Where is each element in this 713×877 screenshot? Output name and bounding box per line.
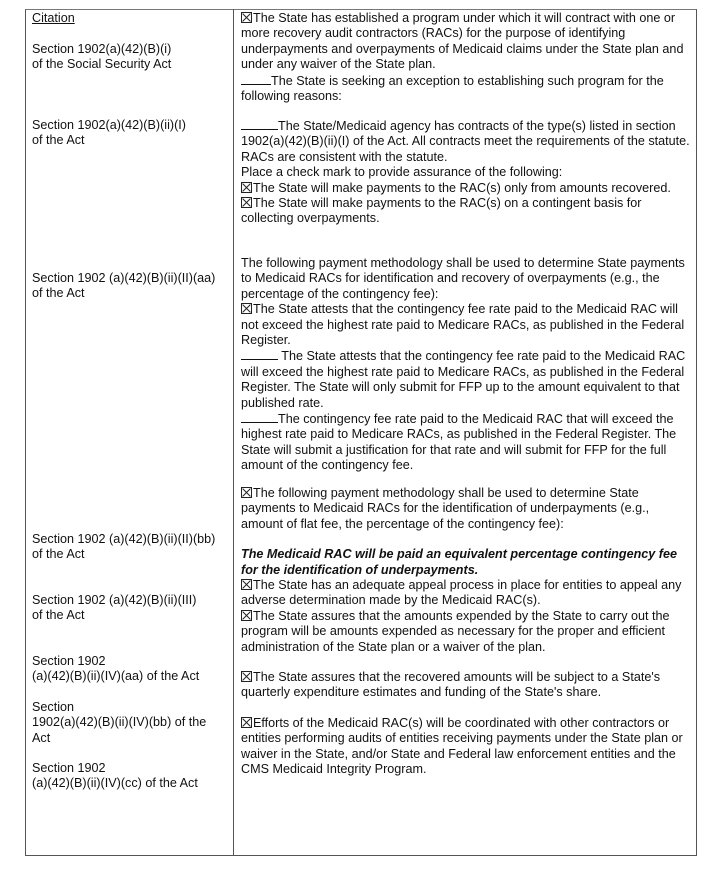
citation-1902-IV-bb	[32, 700, 232, 746]
citation-line: Section 1902 (a)(42)(B)(ii)(II)(bb)	[32, 532, 216, 546]
citation-line: Act	[32, 730, 51, 745]
blank-checkbox-line[interactable]	[241, 73, 271, 85]
provision-recovered-amounts: The State assures that the recovered amounts will be subject to a State's quarterly expenditure estimates and funding of the State's share.	[241, 670, 661, 700]
checked-checkbox-icon[interactable]	[241, 579, 252, 590]
citation-1902-IV-cc	[32, 761, 232, 792]
checked-checkbox-icon[interactable]	[241, 487, 252, 498]
checked-checkbox-icon[interactable]	[241, 717, 252, 728]
citation-line: of the Social Security Act	[32, 57, 172, 72]
citation-1902-III	[32, 593, 232, 624]
citation-line: of the Act	[32, 608, 85, 623]
citation-line: Section 1902 (a)(42)(B)(ii)(III)	[32, 593, 197, 607]
blank-checkbox-line[interactable]	[241, 411, 278, 423]
citation-1902-IV-aa	[32, 654, 232, 685]
citation-line: Section	[32, 700, 75, 714]
provision-coordination: Efforts of the Medicaid RAC(s) will be coordinated with other contractors or entities performing audits of entities receiving payments under the State plan or waiver in the State, and/or State and Federal law enforcement entities and the CMS Medicaid Integrity Program.	[241, 716, 683, 777]
citation-line: Section 1902	[32, 654, 106, 668]
citation-line: of the Act	[32, 286, 85, 301]
citation-line: Section 1902	[32, 761, 106, 775]
column-divider	[233, 9, 234, 856]
citation-line: of the Act	[32, 547, 85, 562]
provision-contracts: The State/Medicaid agency has contracts of the type(s) listed in section 1902(a)(42)(B)(ii)(I) of the Act. All contracts meet the requirements of the statute. RACs are consistent with the statute. Place a check mark to provide assurance of the following: The State will make payments to the RAC(s) only from amounts recovered. The State will make payments to the RAC(s) on a contingent basis for collecting overpayments.	[241, 118, 693, 227]
citation-header: Citation	[32, 11, 75, 25]
citation-line: Section 1902(a)(42)(B)(ii)(I)	[32, 118, 186, 132]
bold-italic-statement: The Medicaid RAC will be paid an equivalent percentage contingency fee for the identification of underpayments.	[241, 547, 677, 577]
instruction-text: Place a check mark to provide assurance of the following:	[241, 165, 563, 180]
citation-line: Section 1902(a)(42)(B)(i)	[32, 42, 172, 56]
citation-1902-a-42-B-i	[32, 42, 232, 73]
provision-rac-program: The State has established a program under which it will contract with one or more recovery audit contractors (RACs) for the purpose of identifying underpayments and overpayments of Medicaid claims under the State plan and under any waiver of the State plan. The State is seeking an exception to establishing such program for the following reasons:	[241, 11, 684, 104]
checked-checkbox-icon[interactable]	[241, 671, 252, 682]
citation-line: of the Act	[32, 133, 85, 148]
checked-checkbox-icon[interactable]	[241, 182, 252, 193]
citation-1902-a-42-B-ii-I	[32, 118, 232, 149]
checked-checkbox-icon[interactable]	[241, 197, 252, 208]
citation-line: (a)(42)(B)(ii)(IV)(cc) of the Act	[32, 776, 198, 791]
blank-checkbox-line[interactable]	[241, 118, 278, 130]
citation-line: Section 1902 (a)(42)(B)(ii)(II)(aa)	[32, 271, 216, 285]
checked-checkbox-icon[interactable]	[241, 12, 252, 23]
checked-checkbox-icon[interactable]	[241, 303, 252, 314]
citation-1902-II-aa	[32, 271, 232, 302]
citation-line: 1902(a)(42)(B)(ii)(IV)(bb) of the	[32, 715, 207, 730]
citation-line: (a)(42)(B)(ii)(IV)(aa) of the Act	[32, 669, 200, 684]
provision-overpayment-methodology: The following payment methodology shall be used to determine State payments to Medicaid RACs for identification and recovery of overpayments (e.g., the percentage of the contingency fee): The State attests that the contingency fee rate paid to the Medicaid RAC will not exceed the highest rate paid to Medicare RACs, as published in the Federal Register. The State attests that the contingency fee rate paid to the Medicaid RAC will exceed the highest rate paid to Medicare RACs, as published in the Federal Register. The State will only submit for FFP up to the amount equivalent to that published rate. The contingency fee rate paid to the Medicaid RAC that will exceed the highest rate paid to Medicare RACs, as published in the Federal Register. The State will submit a justification for that rate and will submit for FFP for the full amount of the contingency fee.	[241, 256, 686, 473]
checked-checkbox-icon[interactable]	[241, 610, 252, 621]
citation-1902-II-bb	[32, 532, 232, 563]
blank-checkbox-line[interactable]	[241, 348, 278, 360]
provision-underpayment-methodology: The following payment methodology shall be used to determine State payments to Medicaid RACs for the identification of underpayments (e.g., amount of flat fee, the percentage of the contingency fee): The Medicaid RAC will be paid an equivalent percentage contingency fee for the identification of underpayments. The State has an adequate appeal process in place for entities to appeal any adverse determination made by the Medicaid RAC(s). The State assures that the amounts expended by the State to carry out the program will be amounts expended as necessary for the proper and efficient administration of the State plan or a waiver of the plan.	[241, 486, 693, 655]
